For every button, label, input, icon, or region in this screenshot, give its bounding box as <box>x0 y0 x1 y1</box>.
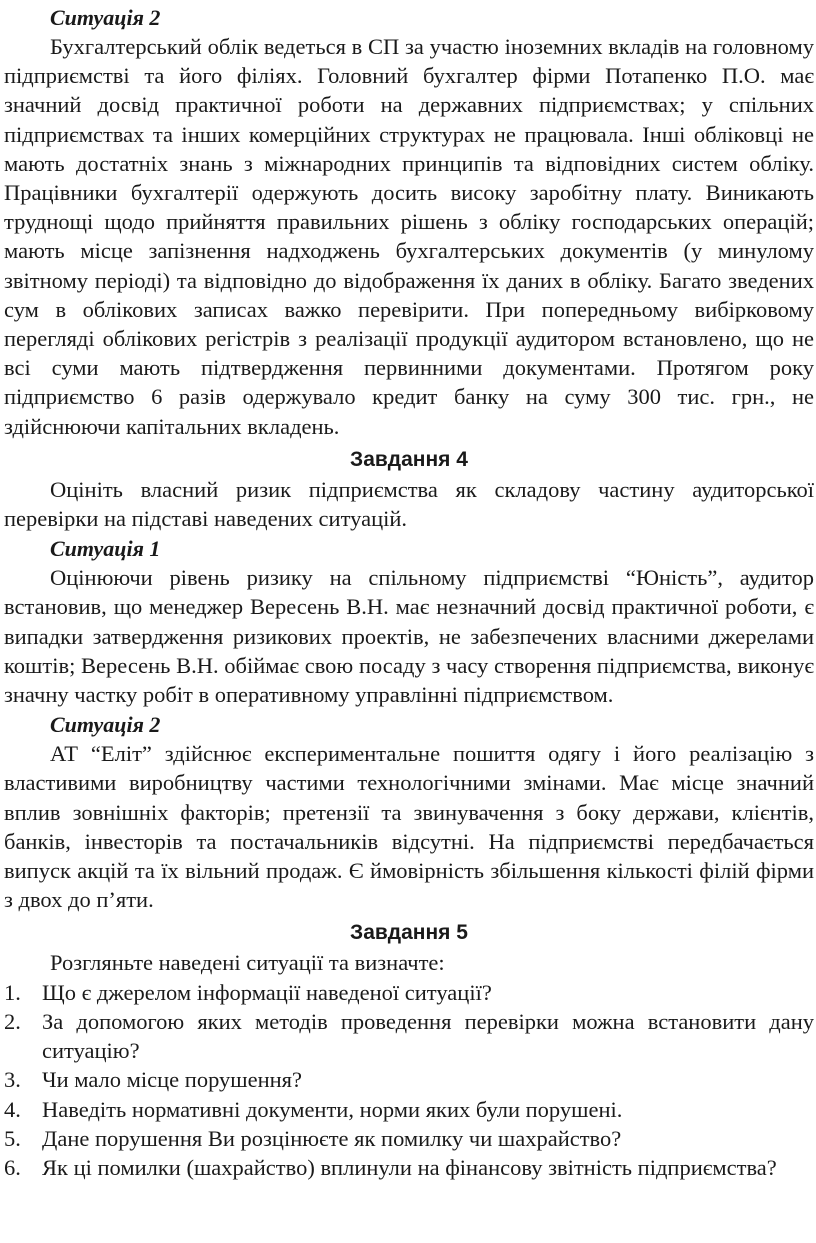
question-item <box>4 1007 814 1065</box>
question-list <box>4 978 814 1182</box>
question-item <box>4 978 814 1007</box>
question-number: 6. <box>4 1154 21 1180</box>
task-5-heading: Завдання 5 <box>350 921 468 945</box>
question-number: 3. <box>4 1067 21 1093</box>
question-number: 5. <box>4 1125 21 1151</box>
question-text: Як ці помилки (шахрайство) вплинули на фінансову звітність підприємства? <box>42 1154 777 1180</box>
question-number: 1. <box>4 979 21 1005</box>
task-4-situation-2-text: АТ “Еліт” здійснює експериментальне пошиття одягу і його реалізацію з властивими виробництву частими технологічними змінами. Має місце значний вплив зовнішніх факторів; претензії та звинувачення з боку держави, клієнтів, банків, інвесторів та постачальників відсутні. На підприємстві передбачається випуск акцій та їх вільний продаж. Є ймовірність збільшення кількості філій фірми з двох до п’яти. <box>4 741 814 913</box>
question-text: Наведіть нормативні документи, норми яких були порушені. <box>42 1096 623 1122</box>
question-text: За допомогою яких методів проведення перевірки можна встановити дану ситуацію? <box>42 1008 814 1064</box>
question-text: Дане порушення Ви розцінюєте як помилку чи шахрайство? <box>42 1125 622 1151</box>
task-4-situation-2-heading: Ситуація 2 <box>50 712 161 738</box>
question-text: Що є джерелом інформації наведеної ситуації? <box>42 979 492 1005</box>
question-item <box>4 1124 814 1153</box>
task-4-situation-1-heading: Ситуація 1 <box>50 536 161 562</box>
question-item <box>4 1065 814 1094</box>
question-text: Чи мало місце порушення? <box>42 1067 303 1093</box>
question-number: 2. <box>4 1008 21 1034</box>
question-item <box>4 1153 814 1182</box>
question-item <box>4 1095 814 1124</box>
situation-2-heading: Ситуація 2 <box>50 5 161 30</box>
question-number: 4. <box>4 1096 21 1122</box>
task-4-situation-1-text: Оцінюючи рівень ризику на спільному підприємстві “Юність”, аудитор встановив, що менеджер Вересень В.Н. має незначний досвід практичної роботи, є випадки затвердження ризикових проектів, не забезпечених власними джерелами коштів; Вересень В.Н. обіймає свою посаду з часу створення підприємства, виконує значну частку робіт в оперативному управлінні підприємством. <box>4 565 814 708</box>
task-4-heading: Завдання 4 <box>350 447 468 471</box>
task-4-intro: Оцініть власний ризик підприємства як складову частину аудиторської перевірки на підставі наведених ситуацій. <box>4 476 814 532</box>
task-5-intro: Розгляньте наведені ситуації та визначте: <box>50 950 445 976</box>
situation-2-text: Бухгалтерський облік ведеться в СП за участю іноземних вкладів на головному підприємстві та його філіях. Головний бухгалтер фірми Потапенко П.О. має значний досвід практичної роботи на державних підприємствах; у спільних підприємствах та інших комерційних структурах не працювала. Інші обліковці не мають достатніх знань з міжнародних принципів та відповідних систем обліку. Працівники бухгалтерії одержують досить високу заробітну плату. Виникають труднощі щодо прийняття правильних рішень з обліку господарських операцій; мають місце запізнення надходжень бухгалтерських документів (у минулому звітному періоді) та відповідно до відображення їх даних в обліку. Багато зведених сум в облікових записах важко перевірити. При попередньому вибірковому перегляді облікових регістрів з реалізації продукції аудитором встановлено, що не всі суми мають підтвердження первинними документами. Протягом року підприємство 6 разів одержувало кредит банку на суму 300 тис. грн., не здійснюючи капітальних вкладень. <box>4 34 814 439</box>
